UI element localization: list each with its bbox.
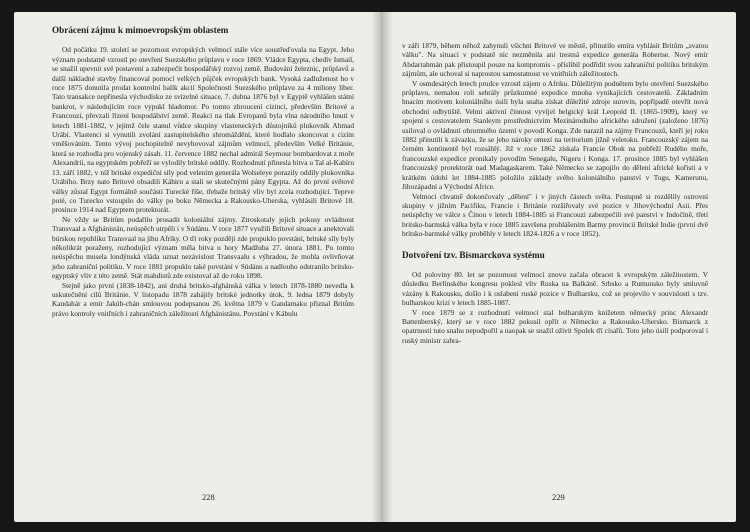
paragraph: Ne vždy se Britům podařilo prosadit koloniální zájmy. Ztroskotaly jejich pokusy ovládnout Transvaal a Afghánistán, neúspěch utrpěli i v Súdánu. V roce 1877 využili Britové situace a anektovali búrskou republiku Transvaal na jihu Afriky. O tři roky později zde propuklo povstání, britské síly byly několikrát poraženy, rozhodující význam měla bitva u hory Madžuba 27. února 1881. Po tomto neúspěchu musela londýnská vláda uznat nezávislost Transvaalu s výhradou, že mohla ovlivňovat jeho zahraniční politiku. V roce 1881 propuklo také povstání v Súdánu a nadlouho odstranilo britsko-egyptský vliv z této země. Stát mahdistů zde existoval až do roku 1898. (52, 214, 354, 281)
section-heading-colonial: Obrácení zájmu k mimoevropským oblastem (52, 25, 229, 35)
paragraph: Stejně jako první (1838-1842), ani druhá britsko-afghánská válka v letech 1878-1880 nevedla k uskutečnění cílů Británie. V listopadu 1878 zahájily britské jednotky útok, 9. ledna 1879 dobyly Kandahár a emír Jakúb-chán smlouvou podepsanou 26. května 1879 v Gandamaku přiznal Britům právo kontroly vnitřních i zahraničních záležitostí Afghánistánu. Povstání v Kábulu (52, 280, 354, 318)
left-page-text (52, 26, 354, 318)
left-page (14, 12, 379, 522)
section-heading-bismarck: Dotvoření tzv. Bismarckova systému (402, 249, 545, 260)
right-page (384, 12, 736, 522)
paragraph: v září 1879, během něhož zahynuli všichni Britové ve městě, přinutilo emíra vyhlásit Britům „svatou válku". Na situaci v podstatě nic nezměnila ani trestná expedice generála Robertse. Nový emír Abdarrahmán pak přistoupil pouze na kompromis - přislíbil podřídit svou zahraniční politiku britským zájmům, ale uchoval si naprostou samostatnost ve vnitřních záležitostech. (402, 41, 708, 79)
right-page-text (402, 41, 708, 345)
paragraph: Velmoci chvatně dokončovaly „dělení" i v jiných částech světa. Postupně si rozdělily ostrovní skupiny v jižním Pacifiku, Francie i Británie rozšiřovaly své pozice v Jihovýchodní Asii. Přes neúspěchy ve válce s Čínou v letech 1884-1885 si Francouzi zabezpečili své panství v Indočíně, třetí britsko-barmská válka byla v roce 1885 završena prohlášením Barmy provincií Britské Indie (první dvě britsko-barmské války proběhly v letech 1824-1826 a v roce 1852). (402, 191, 708, 239)
page-number-left: 228 (202, 492, 215, 502)
page-number-right: 229 (552, 492, 565, 502)
paragraph: V roce 1879 se z rozhodnutí velmocí stal bulharským knížetem německý princ Alexandr Battenberský, který se v roce 1882 pokusil opřít o Německo a Rakousko-Uhersko. Bismarck z opatrnosti tuto snahu nepodpořil a naopak se snažil oživit Spolek tří císařů. Toto jeho úsilí podporoval i ruský ministr zahra- (402, 307, 708, 345)
paragraph: V osmdesátých letech prudce vzrostl zájem o Afriku. Důležitým podnětem bylo otevření Suezského průplavu, nemalou roli sehrály průzkumné expedice mnoha vynikajících cestovatelů. Základním hnacím motivem koloniálního úsilí byla snaha získat důležité zdroje surovin, popřípadě otevřít nová obchodní odbytiště. Velmi aktivní činnost vyvíjel belgický král Leopold II. (1865-1909), který ve spojení s cestovatelem Stanleym prostřednictvím Mezinárodního afrického sdružení (založeno 1876) usiloval o ovládnutí ohromného území v povodí Konga. Zde narazil na zájmy Francouzů, kteří jej roku 1882 přinutili k závazku, že se jeho nároky omezí na teritorium jižně veletoku. Francouzský zájem na černém kontinentě byl rozsáhlý. Již v roce 1862 získala Francie Obok na pobřeží Rudého moře, francouzské expedice pronikaly povodím Senegalu, Nigeru i Konga. 17. prosince 1885 byl vyhlášen francouzský protektorát nad Madagaskarem. Také Německo se zapojilo do dělení africké kořisti a v krátkém údobí let 1884-1885 položilo základy svého koloniálního panství v Togu, Kamerunu, Jihozápadní a Východní Africe. (402, 78, 708, 192)
paragraph: Od počátku 19. století se pozornost evropských velmocí stále více soustřeďovala na Egypt. Jeho význam podstatně vzrostl po otevření Suezského průplavu v roce 1869. Vládce Egypta, chedív Ismail, se snažil upevnit své postavení a zabezpečit hospodářský rozvoj země. Budování železnic, průplavů a další nákladné stavby financoval pomocí velkých půjček evropských bank. Vysoká zadluženost ho v roce 1875 donutila prodat kontrolní balík akcií Společnosti Suezského průplavu za 4 miliony liber. Tato transakce nepřinesla východisko ze svízelné situace, 7. dubna 1876 byl v Egyptě vyhlášen státní bankrot, v následujícím roce vypukl hladomor. Po tomto zhroucení cizinci, především Britové a Francouzi, převzali řízení hospodářství země. Reakcí na tlak Evropanů byla vlna národního hnutí v letech 1881-1882, v jejímž čele stanul vůdce skupiny vlasteneckých důstojníků plukovník Ahmad Urábí. Vlastenci si vynutili zvolání zastupitelského shromáždění, které hodlalo skoncovat s cizím vměšováním. Tento vývoj pochopitelně nevyhovoval zájmům velmocí, především Velké Británie, která se rozhodla pro vojenský zásah. 11. července 1882 nechal admirál Seymour bombardovat z moře Alexandrii, na egyptském pobřeží se vylodily britské oddíly. Rozhodnutí přinesla bitva u Tal al-Kabíru 13. září 1882, v níž britské expediční síly pod velením generála Wolseleye porazily oddíly plukovníka Urábího. Brzy nato Britové obsadili Káhiru a stali se skutečnými pány Egypta. Až do první světové války zůstal Egypt formálně součástí Turecké říše, třebaže britský vliv byl zcela rozhodující. Teprve poté, co Turecko vstoupilo do války po boku Německa a Rakousko-Uherska, vyhlásili Britové 18. prosince 1914 nad Egyptem protektorát. (52, 45, 354, 215)
book-spread (14, 12, 736, 522)
paragraph: Od poloviny 80. let se pozornost velmocí znovu začala obracet k evropským záležitostem. V důsledku Berlínského kongresu poklesl vliv Ruska na Balkáně. Srbsko a Rumunsko byly smluvně vázány k Rakousku, došlo i k oslabení ruské pozice v Bulharsku, což se projevilo v souvislosti s tzv. bulharskou krizí v letech 1885-1887. (402, 269, 708, 308)
